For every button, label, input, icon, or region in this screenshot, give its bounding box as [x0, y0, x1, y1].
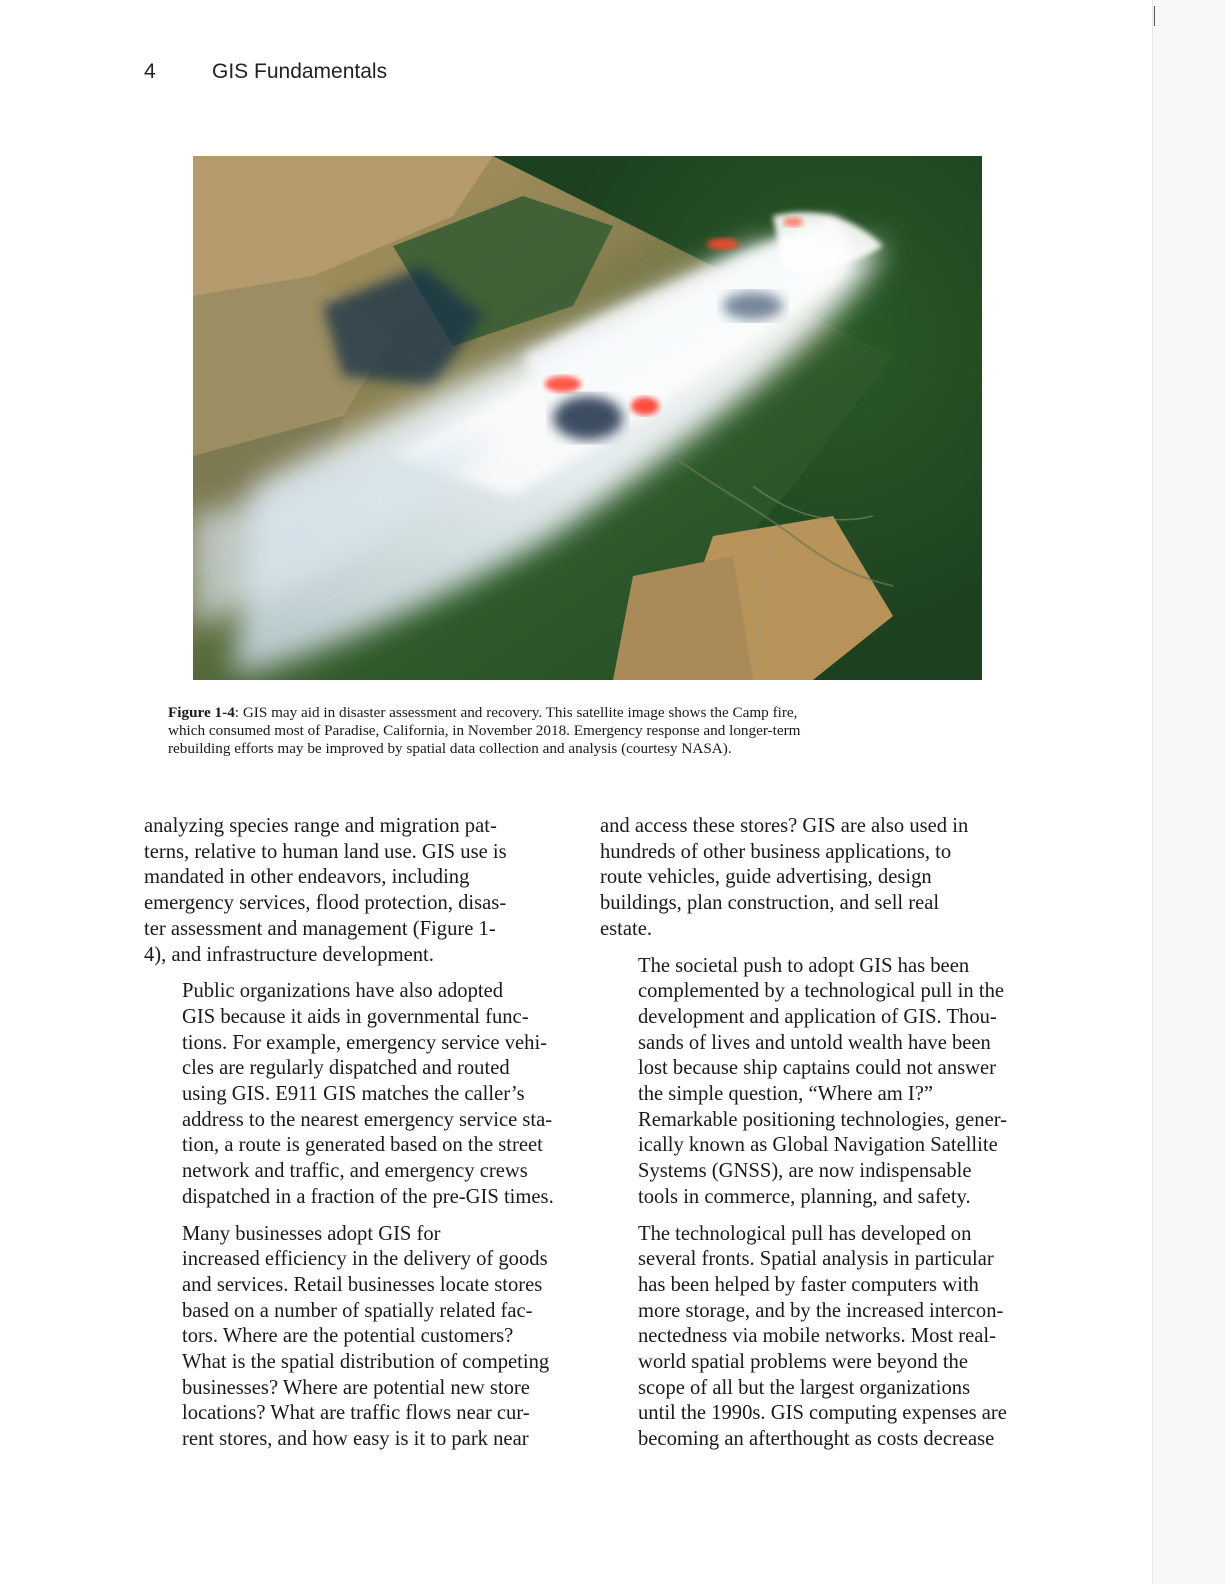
figure-label: Figure 1-4	[168, 704, 235, 721]
text-line: ter assessment and management (Figure 1-	[144, 917, 496, 940]
text-line: and access these stores? GIS are also used in	[600, 815, 969, 837]
text-line: address to the nearest emergency service sta-	[182, 1108, 553, 1131]
text-line: GIS because it aids in governmental func-	[182, 1005, 529, 1028]
satellite-image-camp-fire	[193, 156, 982, 680]
text-line: businesses? Where are potential new store	[182, 1376, 530, 1399]
text-line: dispatched in a fraction of the pre-GIS times.	[182, 1185, 554, 1208]
text-line: sands of lives and untold wealth have been	[638, 1031, 991, 1054]
text-line: What is the spatial distribution of competing	[182, 1351, 550, 1374]
paragraph	[600, 814, 1015, 943]
text-line: tools in commerce, planning, and safety.	[638, 1185, 971, 1208]
text-line: analyzing species range and migration pat-	[144, 815, 497, 837]
text-line: becoming an afterthought as costs decrease	[638, 1428, 995, 1451]
text-line: emergency services, flood protection, disas-	[144, 892, 507, 915]
caption-line: rebuilding efforts may be improved by spatial data collection and analysis (courtesy NASA).	[168, 740, 732, 757]
text-line: based on a number of spatially related fac-	[182, 1299, 533, 1322]
text-line: and services. Retail businesses locate stores	[182, 1273, 543, 1296]
text-line: cles are regularly dispatched and routed	[182, 1057, 510, 1080]
running-title: GIS Fundamentals	[212, 60, 388, 83]
text-line: network and traffic, and emergency crews	[182, 1160, 528, 1183]
paragraph	[600, 1222, 1015, 1453]
figure-caption	[168, 704, 998, 758]
paragraph	[144, 814, 564, 968]
text-line: locations? What are traffic flows near cur-	[182, 1402, 530, 1425]
text-line: buildings, plan construction, and sell real	[600, 892, 940, 915]
right-column	[600, 814, 1015, 1464]
text-line: tors. Where are the potential customers?	[182, 1325, 514, 1348]
text-line: more storage, and by the increased intercon-	[638, 1299, 1004, 1322]
text-line: 4), and infrastructure development.	[144, 943, 434, 966]
text-line: Remarkable positioning technologies, gener-	[638, 1108, 1008, 1131]
text-line: ically known as Global Navigation Satellite	[638, 1134, 998, 1157]
text-line: lost because ship captains could not answer	[638, 1057, 997, 1080]
left-column	[144, 814, 564, 1464]
text-line: Many businesses adopt GIS for	[182, 1222, 441, 1245]
text-line: the simple question, “Where am I?”	[638, 1083, 934, 1106]
text-line: world spatial problems were beyond the	[638, 1351, 968, 1374]
caption-line: : GIS may aid in disaster assessment and recovery. This satellite image shows the Camp fire,	[234, 704, 798, 721]
text-line: using GIS. E911 GIS matches the caller’s	[182, 1083, 525, 1106]
text-line: development and application of GIS. Thou-	[638, 1005, 997, 1028]
paragraph	[144, 979, 564, 1210]
text-line: The societal push to adopt GIS has been	[638, 954, 970, 977]
text-line: hundreds of other business applications, to	[600, 840, 952, 863]
text-line: scope of all but the largest organizations	[638, 1376, 971, 1399]
text-line: has been helped by faster computers with	[638, 1273, 979, 1296]
text-line: tions. For example, emergency service vehi-	[182, 1031, 548, 1054]
text-line: several fronts. Spatial analysis in particular	[638, 1248, 994, 1271]
text-line: nectedness via mobile networks. Most real-	[638, 1325, 997, 1348]
text-line: complemented by a technological pull in the	[638, 980, 1005, 1003]
page-number: 4	[144, 60, 156, 83]
page-margin-strip	[1152, 0, 1225, 1584]
text-line: The technological pull has developed on	[638, 1222, 972, 1245]
text-line: mandated in other endeavors, including	[144, 866, 470, 889]
text-line: increased efficiency in the delivery of goods	[182, 1248, 548, 1271]
text-line: Public organizations have also adopted	[182, 980, 504, 1003]
text-line: Systems (GNSS), are now indispensable	[638, 1160, 972, 1183]
paragraph	[144, 1222, 564, 1453]
caption-line: which consumed most of Paradise, California, in November 2018. Emergency response and longer-term	[168, 722, 801, 739]
text-line: rent stores, and how easy is it to park near	[182, 1428, 529, 1451]
text-line: route vehicles, guide advertising, design	[600, 866, 932, 889]
text-line: tion, a route is generated based on the street	[182, 1134, 543, 1157]
text-line: terns, relative to human land use. GIS use is	[144, 840, 507, 863]
page-header	[144, 60, 387, 90]
paragraph	[600, 954, 1015, 1211]
page-edge-mark	[1154, 6, 1155, 26]
text-line: estate.	[600, 917, 653, 940]
text-line: until the 1990s. GIS computing expenses are	[638, 1402, 1007, 1425]
